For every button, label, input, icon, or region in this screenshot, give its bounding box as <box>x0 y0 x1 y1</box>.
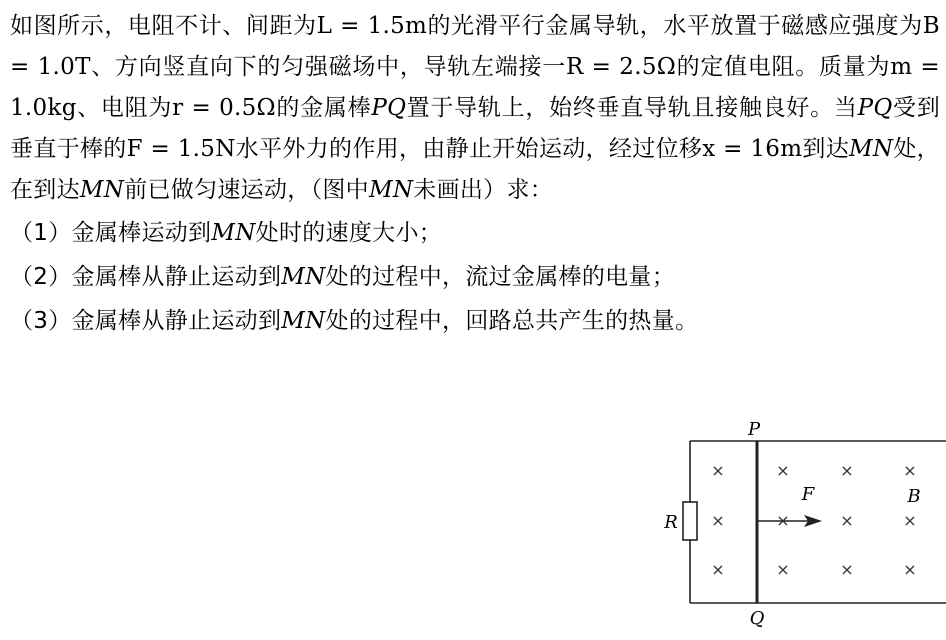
question-1 <box>10 211 940 255</box>
text-segment: 的定值电阻。质量为 <box>676 54 891 80</box>
displacement-x: x = 16m <box>702 136 803 162</box>
position-MN: MN <box>281 308 326 334</box>
field-cross-mark: × <box>840 511 854 530</box>
text-segment: 处时的速度大小； <box>255 220 443 246</box>
question-3 <box>10 299 940 343</box>
position-MN: MN <box>281 264 326 290</box>
text-segment: 金属棒运动到 <box>71 220 212 246</box>
field-cross-mark: × <box>711 511 725 530</box>
field-B: B = 1.0T <box>10 13 940 80</box>
field-cross-mark: × <box>903 511 917 530</box>
position-MN: MN <box>211 220 256 246</box>
position-MN: MN <box>849 136 894 162</box>
label-R: R <box>664 512 678 533</box>
text-segment: 未画出）求： <box>413 177 554 203</box>
field-cross-mark: × <box>711 560 725 579</box>
text-segment: 如图所示，电阻不计、间距为 <box>10 13 317 39</box>
resistor-symbol <box>683 502 697 540</box>
mass-m: m = 1.0kg <box>10 54 940 121</box>
text-segment: 金属棒从静止运动到 <box>71 308 282 334</box>
position-MN: MN <box>79 177 125 203</box>
text-segment: 的金属棒 <box>275 95 372 121</box>
text-segment: 金属棒从静止运动到 <box>71 264 282 290</box>
text-segment: 处的过程中，回路总共产生的热量。 <box>325 308 699 334</box>
text-segment: 处的过程中，流过金属棒的电量； <box>325 264 676 290</box>
question-number: （1） <box>10 220 72 246</box>
problem-paragraph <box>10 6 940 211</box>
resistance-r: r = 0.5Ω <box>172 95 276 121</box>
label-Q: Q <box>749 608 765 629</box>
length-L: L = 1.5m <box>316 13 428 39</box>
circuit-diagram <box>658 418 946 640</box>
label-B: B <box>907 486 921 507</box>
circuit-figure <box>658 418 946 640</box>
field-cross-mark: × <box>776 511 790 530</box>
question-2 <box>10 255 940 299</box>
text-segment: 、电阻为 <box>76 95 173 121</box>
resistance-R: R = 2.5Ω <box>566 54 677 80</box>
label-P: P <box>747 419 761 440</box>
field-cross-mark: × <box>903 461 917 480</box>
question-number: （2） <box>10 264 72 290</box>
field-cross-mark: × <box>711 461 725 480</box>
text-segment: 前已做匀速运动，（图中 <box>124 177 369 203</box>
text-segment: 水平外力的作用，由静止开始运动，经过位移 <box>235 136 703 162</box>
text-segment: 置于导轨上，始终垂直导轨且接触良好。当 <box>406 95 858 121</box>
text-segment: 到达 <box>802 136 850 162</box>
field-cross-mark: × <box>776 560 790 579</box>
field-cross-mark: × <box>776 461 790 480</box>
force-F: F = 1.5N <box>126 136 236 162</box>
rod-PQ: PQ <box>857 95 893 121</box>
field-cross-mark: × <box>903 560 917 579</box>
position-MN: MN <box>369 177 414 203</box>
field-cross-mark: × <box>840 560 854 579</box>
text-segment: 、方向竖直向下的匀强磁场中，导轨左端接一 <box>90 54 567 80</box>
text-segment: 受到垂直于棒的 <box>10 95 941 162</box>
text-segment: 处，在到达 <box>10 136 940 203</box>
rod-PQ: PQ <box>371 95 407 121</box>
question-number: （3） <box>10 308 72 334</box>
problem-statement <box>10 6 940 343</box>
label-F: F <box>801 484 815 505</box>
field-cross-mark: × <box>840 461 854 480</box>
text-segment: 的光滑平行金属导轨，水平放置于磁感应强度为 <box>427 13 923 39</box>
